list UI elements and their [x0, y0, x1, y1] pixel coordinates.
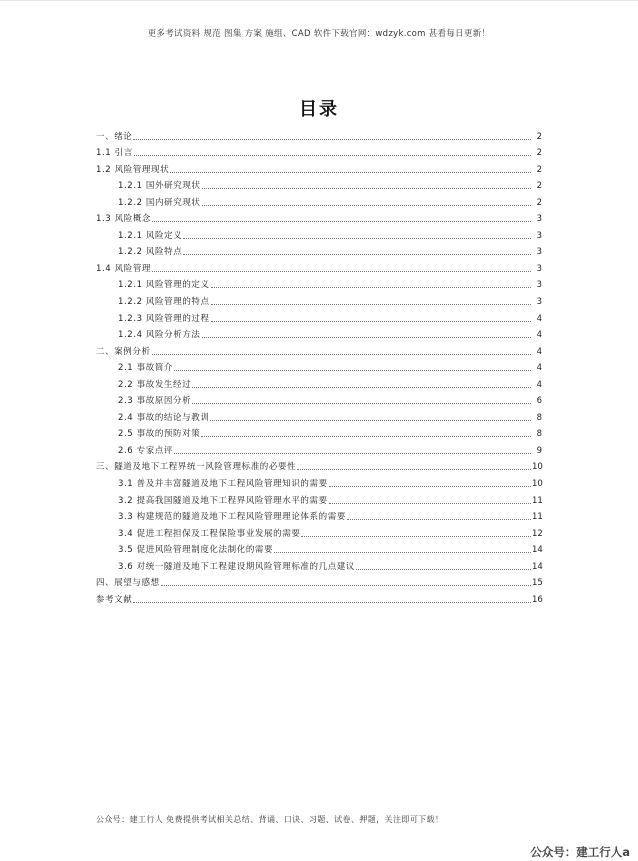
- toc-entry[interactable]: [96, 539, 542, 556]
- toc-entry-label: 3.5 促进风险管理制度化法制化的需要: [118, 545, 274, 556]
- toc-entry[interactable]: [96, 390, 542, 407]
- toc-entry-page: 6: [536, 396, 542, 407]
- toc-entry-label: 2.5 事故的预防对策: [118, 429, 201, 440]
- toc-entry[interactable]: [96, 472, 542, 489]
- toc-entry[interactable]: [96, 274, 542, 291]
- toc-entry[interactable]: [96, 423, 542, 440]
- toc-entry[interactable]: [96, 307, 542, 324]
- toc-entry-label: 1.2.2 国内研究现状: [118, 197, 201, 208]
- toc-entry[interactable]: [96, 290, 542, 307]
- toc-dot-leader: [211, 287, 531, 288]
- toc-entry-page: 4: [536, 313, 542, 324]
- toc-entry-label: 2.3 事故原因分析: [118, 396, 192, 407]
- toc-entry[interactable]: [96, 340, 542, 357]
- toc-entry-label: 2.2 事故发生经过: [118, 379, 192, 390]
- toc-dot-leader: [211, 321, 531, 322]
- toc-entry-page: 8: [536, 429, 542, 440]
- toc-entry[interactable]: [96, 373, 542, 390]
- toc-dot-leader: [192, 403, 531, 404]
- toc-entry-label: 四、展望与感想: [96, 578, 160, 589]
- toc-entry-page: 10: [532, 462, 543, 473]
- toc-dot-leader: [152, 221, 531, 222]
- toc-dot-leader: [210, 420, 531, 421]
- toc-dot-leader: [201, 436, 531, 437]
- toc-entry-page: 4: [536, 363, 542, 374]
- toc-entry[interactable]: [96, 191, 542, 208]
- toc-entry-page: 10: [532, 479, 543, 490]
- toc-entry-page: 2: [536, 181, 542, 192]
- toc-entry-label: 1.2.1 风险定义: [118, 230, 183, 241]
- toc-entry[interactable]: [96, 572, 542, 589]
- toc-entry[interactable]: [96, 324, 542, 341]
- toc-entry-page: 4: [536, 330, 542, 341]
- table-of-contents: [96, 125, 542, 605]
- toc-entry-label: 1.3 风险概念: [96, 214, 152, 225]
- toc-entry-page: 16: [532, 594, 543, 605]
- toc-dot-leader: [202, 337, 531, 338]
- toc-entry-label: 二、案例分析: [96, 346, 151, 357]
- toc-entry-label: 1.4 风险管理: [96, 263, 152, 274]
- toc-entry[interactable]: [96, 224, 542, 241]
- page-top-border: [0, 0, 638, 1]
- toc-entry-page: 11: [532, 512, 543, 523]
- toc-entry-page: 3: [536, 280, 542, 291]
- toc-entry-page: 2: [536, 197, 542, 208]
- toc-entry[interactable]: [96, 158, 542, 175]
- toc-entry[interactable]: [96, 257, 542, 274]
- toc-entry-page: 9: [536, 445, 542, 456]
- toc-dot-leader: [347, 519, 531, 520]
- toc-dot-leader: [329, 503, 531, 504]
- toc-dot-leader: [183, 238, 531, 239]
- toc-dot-leader: [301, 536, 531, 537]
- toc-entry[interactable]: [96, 142, 542, 159]
- toc-entry-page: 8: [536, 412, 542, 423]
- toc-entry-label: 1.2.2 风险管理的特点: [118, 297, 210, 308]
- toc-dot-leader: [297, 469, 531, 470]
- toc-entry-label: 参考文献: [96, 594, 133, 605]
- toc-dot-leader: [174, 370, 531, 371]
- toc-dot-leader: [329, 486, 531, 487]
- toc-dot-leader: [274, 552, 531, 553]
- toc-dot-leader: [134, 155, 531, 156]
- toc-entry-label: 3.2 提高我国隧道及地下工程界风险管理水平的需要: [118, 495, 328, 506]
- toc-entry[interactable]: [96, 208, 542, 225]
- toc-entry[interactable]: [96, 522, 542, 539]
- toc-dot-leader: [211, 304, 531, 305]
- toc-entry[interactable]: [96, 506, 542, 523]
- toc-dot-leader: [152, 354, 531, 355]
- toc-dot-leader: [202, 188, 531, 189]
- toc-dot-leader: [183, 254, 531, 255]
- toc-entry-label: 3.1 普及并丰富隧道及地下工程风险管理知识的需要: [118, 479, 328, 490]
- toc-entry-label: 3.3 构建规范的隧道及地下工程风险管理理论体系的需要: [118, 512, 346, 523]
- toc-dot-leader: [170, 172, 531, 173]
- toc-entry[interactable]: [96, 456, 542, 473]
- toc-dot-leader: [202, 205, 531, 206]
- toc-entry[interactable]: [96, 125, 542, 142]
- toc-entry-label: 3.4 促进工程担保及工程保险事业发展的需要: [118, 528, 301, 539]
- toc-entry-page: 14: [532, 545, 543, 556]
- toc-entry-label: 1.1 引言: [96, 148, 133, 159]
- toc-entry-label: 1.2.3 风险管理的过程: [118, 313, 210, 324]
- toc-entry-page: 3: [536, 263, 542, 274]
- toc-entry[interactable]: [96, 588, 542, 605]
- toc-entry-label: 三、隧道及地下工程界统一风险管理标准的必要性: [96, 462, 297, 473]
- toc-entry-page: 3: [536, 247, 542, 258]
- toc-entry-label: 1.2.4 风险分析方法: [118, 330, 201, 341]
- toc-dot-leader: [133, 602, 531, 603]
- toc-entry-label: 1.2.2 风险特点: [118, 247, 183, 258]
- toc-entry-page: 4: [536, 379, 542, 390]
- toc-entry-page: 3: [536, 214, 542, 225]
- toc-dot-leader: [161, 585, 531, 586]
- toc-entry-page: 2: [536, 148, 542, 159]
- header-note: 更多考试资料 规范 图集 方案 施组、CAD 软件下载官网：wdzyk.com 甚看每日更新！: [147, 29, 491, 39]
- toc-dot-leader: [152, 271, 531, 272]
- toc-entry-page: 3: [536, 297, 542, 308]
- toc-entry[interactable]: [96, 175, 542, 192]
- toc-entry-page: 12: [532, 528, 543, 539]
- toc-entry[interactable]: [96, 406, 542, 423]
- toc-entry-label: 3.6 对统一隧道及地下工程建设期风险管理标准的几点建议: [118, 561, 356, 572]
- toc-entry-page: 4: [536, 346, 542, 357]
- toc-entry[interactable]: [96, 555, 542, 572]
- toc-entry-label: 1.2.1 风险管理的定义: [118, 280, 210, 291]
- toc-entry[interactable]: [96, 241, 542, 258]
- toc-entry[interactable]: [96, 489, 542, 506]
- watermark: 公众号：建工行人a: [530, 845, 630, 859]
- toc-entry-page: 14: [532, 561, 543, 572]
- toc-dot-leader: [356, 569, 531, 570]
- toc-entry-label: 2.4 事故的结论与教训: [118, 412, 210, 423]
- toc-entry-label: 一、绪论: [96, 131, 133, 142]
- toc-entry[interactable]: [96, 439, 542, 456]
- toc-dot-leader: [133, 139, 531, 140]
- toc-entry-page: 15: [532, 578, 543, 589]
- toc-entry-page: 2: [536, 131, 542, 142]
- toc-title: 目录: [299, 99, 339, 120]
- toc-entry-page: 11: [532, 495, 543, 506]
- toc-dot-leader: [192, 387, 531, 388]
- toc-entry-label: 1.2 风险管理现状: [96, 164, 170, 175]
- footer-note: 公众号：建工行人 免费提供考试相关总结、背诵、口诀、习题、试卷、押题，关注即可下载！: [96, 815, 444, 824]
- toc-entry-page: 2: [536, 164, 542, 175]
- toc-entry-label: 2.1 事故简介: [118, 363, 174, 374]
- toc-entry-label: 2.6 专家点评: [118, 445, 174, 456]
- toc-entry[interactable]: [96, 357, 542, 374]
- toc-dot-leader: [174, 453, 531, 454]
- toc-entry-page: 3: [536, 230, 542, 241]
- toc-entry-label: 1.2.1 国外研究现状: [118, 181, 201, 192]
